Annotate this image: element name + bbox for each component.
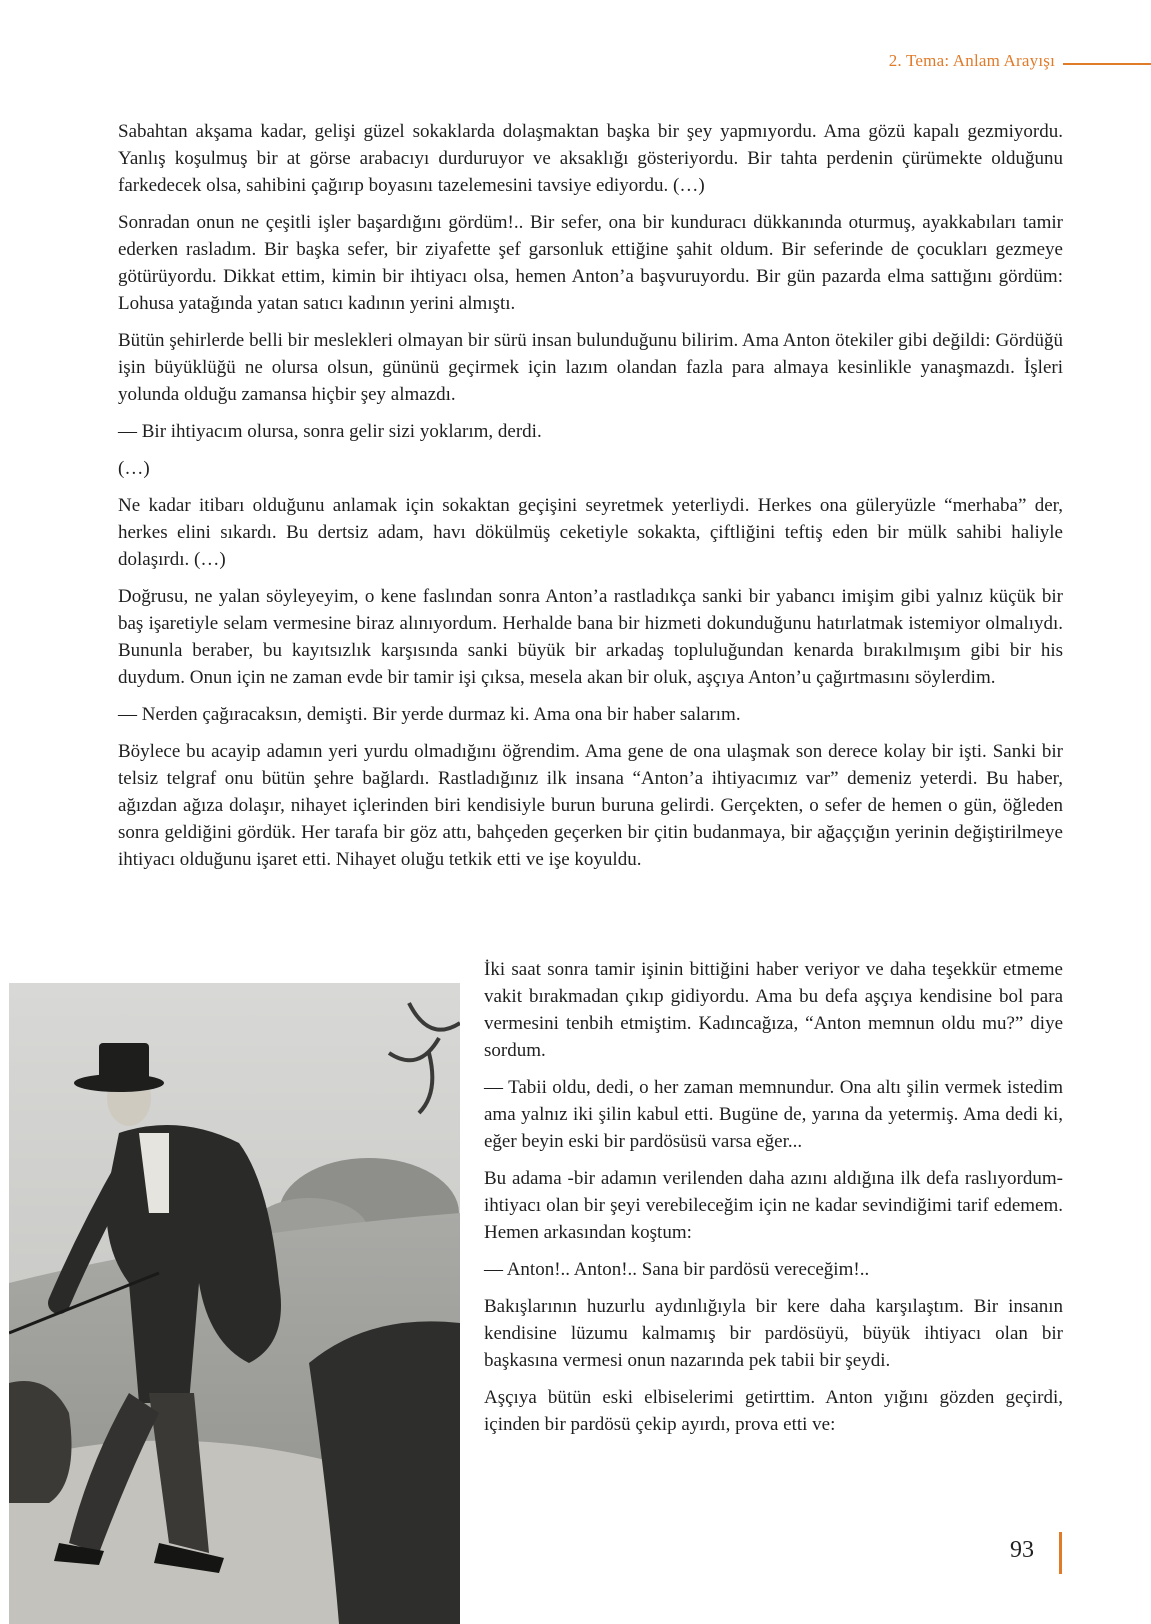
header-rule: [1063, 63, 1151, 65]
paragraph: Aşçıya bütün eski elbiselerimi getirttim. Anton yığını gözden geçirdi, içinden bir pardösü çekip ayırdı, prova etti ve:: [484, 1387, 1063, 1435]
paragraph: Böylece bu acayip adamın yeri yurdu olmadığını öğrendim. Ama gene de ona ulaşmak son derece kolay bir işti. Sanki bir telsiz telgraf onu bütün şehre bağlardı. Rastladığınız ilk insana “Anton’a ihtiyacımız var” demeniz yeterdi. Bu haber, ağızdan ağıza dolaşır, nihayet içlerinden biri kendisiyle burun buruna gelirdi. Gerçekten, o sefer de hemen o gün, öğleden sonra geldiğini gördük. Her tarafa bir göz attı, bahçeden geçerken bir çitin budanmaya, bir ağaççığın yerinin değiştirilmeye ihtiyacı olduğunu işaret etti. Nihayet oluğu tetkik etti ve işe koyuldu.: [118, 741, 1063, 870]
paragraph: Sonradan onun ne çeşitli işler başardığını gördüm!.. Bir sefer, ona bir kunduracı dükkanında oturmuş, ayakkabıları tamir ederken rasladım. Bir başka sefer, bir ziyafette şef garsonluk ettiğine şahit oldum. Bir seferinde de çocukları gezmeye götürüyordu. Dikkat ettim, kimin bir ihtiyacı olsa, hemen Anton’a başvuruyordu. Bir gün pazarda elma sattığını gördüm: Lohusa yatağında yatan satıcı kadının yerini almıştı.: [118, 212, 1063, 314]
dialogue-line: — Anton!.. Anton!.. Sana bir pardösü vereceğim!..: [484, 1259, 870, 1280]
ellipsis-marker: (…): [118, 458, 150, 479]
page-number: 93: [1010, 1537, 1034, 1563]
paragraph: Doğrusu, ne yalan söyleyeyim, o kene faslından sonra Anton’a rastladıkça sanki bir yabancı imişim gibi yalnız küçük bir baş işaretiyle selam vermesine biraz alınıyordum. Herhalde bana bir hizmeti dokunduğunu hatırlatmak istemiyor olmalıydı. Bununla beraber, bu kayıtsızlık karşısında sanki büyük bir arkadaş topluluğundan kenarda bırakılmışım gibi bir his duydum. Onun için ne zaman evde bir tamir işi çıksa, mesela akan bir oluk, aşçıya Anton’u çağırtmasını söylerdim.: [118, 586, 1063, 688]
side-text-column: [484, 956, 1063, 1448]
paragraph: Bakışlarının huzurlu aydınlığıyla bir kere daha karşılaştım. Bir insanın kendisine lüzumu kalmamış bir pardösüyü, büyük ihtiyacı olan bir başkasına vermesi onun nazarında pek tabii bir şeydi.: [484, 1296, 1063, 1371]
paragraph: İki saat sonra tamir işinin bittiğini haber veriyor ve daha teşekkür etmeme vakit bırakmadan çıkıp gidiyordu. Ama bu defa aşçıya kendisine bol para vermesini tenbih etmiştim. Kadıncağıza, “Anton memnun oldu mu?” diye sordum.: [484, 959, 1063, 1061]
main-text-column: [118, 118, 1063, 883]
paragraph: Ne kadar itibarı olduğunu anlamak için sokaktan geçişini seyretmek yeterliydi. Herkes ona güleryüzle “merhaba” der, herkes elini sıkardı. Bu dertsiz adam, havı dökülmüş ceketiyle sokakta, çiftliğini teftiş eden bir mülk sahibi haliyle dolaşırdı. (…): [118, 495, 1063, 570]
paragraph: Sabahtan akşama kadar, gelişi güzel sokaklarda dolaşmaktan başka bir şey yapmıyordu. Ama gözü kapalı gezmiyordu. Yanlış koşulmuş bir at görse arabacıyı durduruyor ve aksaklığı gösteriyordu. Bir tahta perdenin çürümekte olduğunu farkedecek olsa, sahibini çağırıp boyasını tazelemesini tavsiye ediyordu. (…): [118, 121, 1063, 196]
page-number-bar: [1059, 1532, 1062, 1574]
illustration-man-in-top-hat: [9, 983, 460, 1624]
dialogue-line: — Bir ihtiyacım olursa, sonra gelir sizi yoklarım, derdi.: [118, 421, 542, 442]
dialogue-line: — Nerden çağıracaksın, demişti. Bir yerde durmaz ki. Ama ona bir haber salarım.: [118, 704, 741, 725]
running-header: [889, 48, 1151, 74]
paragraph: Bu adama -bir adamın verilenden daha azını aldığına ilk defa raslıyordum- ihtiyacı olan bir şeyi verebileceğim için ne kadar sevindiğimi tarif edemem. Hemen arkasından koştum:: [484, 1168, 1063, 1243]
dialogue-line: — Tabii oldu, dedi, o her zaman memnundur. Ona altı şilin vermek istedim ama yalnız iki şilin kabul etti. Bugüne de, yarına da yetermiş. Ama dedi ki, eğer beyin eski bir pardösüsü varsa eğer...: [484, 1077, 1063, 1152]
paragraph: Bütün şehirlerde belli bir meslekleri olmayan bir sürü insan bulunduğunu bilirim. Ama Anton ötekiler gibi değildi: Gördüğü işin büyüklüğü ne olursa olsun, gününü geçirmek için lazım olandan fazla para almaya kesinlikle yanaşmazdı. İşleri yolunda olduğu zamansa hiçbir şey almazdı.: [118, 330, 1063, 405]
section-title: 2. Tema: Anlam Arayışı: [888, 51, 1055, 70]
